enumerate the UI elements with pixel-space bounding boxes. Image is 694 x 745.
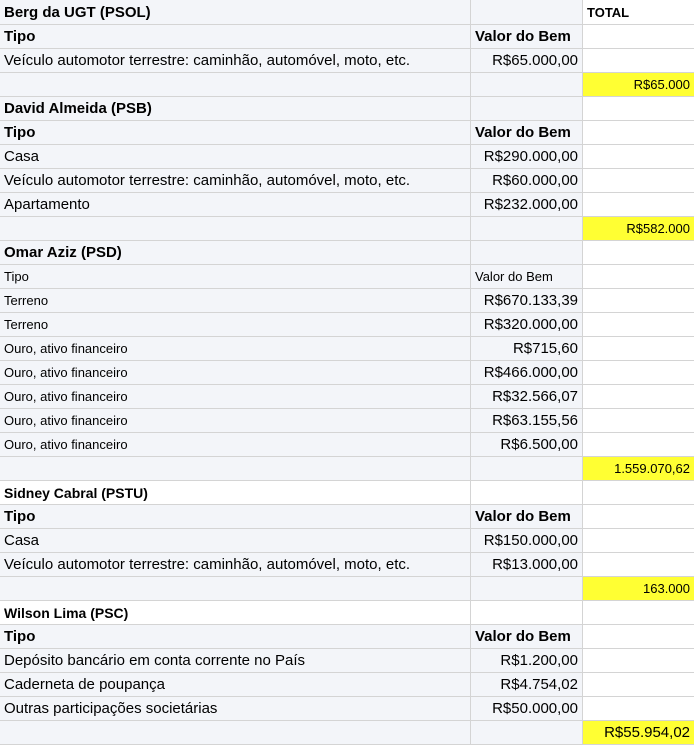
table-row <box>0 649 694 673</box>
empty-cell[interactable] <box>471 97 583 121</box>
empty-cell[interactable] <box>471 0 583 25</box>
empty-cell[interactable] <box>583 361 694 385</box>
empty-cell[interactable] <box>583 625 694 649</box>
empty-cell[interactable] <box>583 385 694 409</box>
valor-cell[interactable]: R$32.566,07 <box>471 385 583 409</box>
tipo-cell[interactable]: Veículo automotor terrestre: caminhão, automóvel, moto, etc. <box>0 49 471 73</box>
tipo-cell[interactable]: Veículo automotor terrestre: caminhão, automóvel, moto, etc. <box>0 169 471 193</box>
candidate-name-cell[interactable]: Wilson Lima (PSC) <box>0 601 471 625</box>
empty-cell[interactable] <box>583 409 694 433</box>
total-cell[interactable]: R$55.954,02 <box>583 721 694 745</box>
tipo-cell[interactable]: Veículo automotor terrestre: caminhão, automóvel, moto, etc. <box>0 553 471 577</box>
tipo-cell[interactable]: Terreno <box>0 313 471 337</box>
tipo-cell[interactable]: Ouro, ativo financeiro <box>0 361 471 385</box>
table-row <box>0 169 694 193</box>
valor-cell[interactable]: R$232.000,00 <box>471 193 583 217</box>
tipo-header-cell[interactable]: Tipo <box>0 121 471 145</box>
valor-cell[interactable]: R$466.000,00 <box>471 361 583 385</box>
candidate-name-cell[interactable]: Berg da UGT (PSOL) <box>0 0 471 25</box>
table-row <box>0 673 694 697</box>
empty-cell[interactable] <box>471 457 583 481</box>
valor-cell[interactable]: R$715,60 <box>471 337 583 361</box>
empty-cell[interactable] <box>583 553 694 577</box>
valor-header-cell[interactable]: Valor do Bem <box>471 505 583 529</box>
empty-cell[interactable] <box>583 673 694 697</box>
valor-cell[interactable]: R$320.000,00 <box>471 313 583 337</box>
valor-header-cell[interactable]: Valor do Bem <box>471 625 583 649</box>
candidate-name-cell[interactable]: Omar Aziz (PSD) <box>0 241 471 265</box>
table-row <box>0 313 694 337</box>
empty-cell[interactable] <box>471 73 583 97</box>
candidate-row <box>0 241 694 265</box>
empty-cell[interactable] <box>583 265 694 289</box>
valor-cell[interactable]: R$6.500,00 <box>471 433 583 457</box>
candidate-row <box>0 97 694 121</box>
total-row <box>0 457 694 481</box>
tipo-cell[interactable]: Ouro, ativo financeiro <box>0 385 471 409</box>
table-row <box>0 697 694 721</box>
empty-cell[interactable] <box>0 457 471 481</box>
valor-cell[interactable]: R$50.000,00 <box>471 697 583 721</box>
candidate-row <box>0 601 694 625</box>
empty-cell[interactable] <box>471 721 583 745</box>
empty-cell[interactable] <box>0 217 471 241</box>
empty-cell[interactable] <box>0 73 471 97</box>
candidate-name-cell[interactable]: David Almeida (PSB) <box>0 97 471 121</box>
empty-cell[interactable] <box>583 25 694 49</box>
table-row <box>0 145 694 169</box>
total-cell[interactable]: 163.000 <box>583 577 694 601</box>
table-row <box>0 385 694 409</box>
empty-cell[interactable] <box>471 217 583 241</box>
candidate-name-cell[interactable]: Sidney Cabral (PSTU) <box>0 481 471 505</box>
tipo-cell[interactable]: Outras participações societárias <box>0 697 471 721</box>
table-row <box>0 433 694 457</box>
tipo-header-cell[interactable]: Tipo <box>0 505 471 529</box>
empty-cell[interactable] <box>583 97 694 121</box>
valor-cell[interactable]: R$4.754,02 <box>471 673 583 697</box>
empty-cell[interactable] <box>583 169 694 193</box>
table-row <box>0 337 694 361</box>
table-row <box>0 553 694 577</box>
header-row <box>0 25 694 49</box>
empty-cell[interactable] <box>583 145 694 169</box>
header-row <box>0 625 694 649</box>
table-row <box>0 49 694 73</box>
table-row <box>0 529 694 553</box>
empty-cell[interactable] <box>471 601 583 625</box>
empty-cell[interactable] <box>583 481 694 505</box>
valor-cell[interactable]: R$13.000,00 <box>471 553 583 577</box>
empty-cell[interactable] <box>583 433 694 457</box>
total-header-cell[interactable]: TOTAL <box>583 0 694 25</box>
header-row <box>0 505 694 529</box>
valor-cell[interactable]: R$65.000,00 <box>471 49 583 73</box>
empty-cell[interactable] <box>583 313 694 337</box>
valor-cell[interactable]: R$63.155,56 <box>471 409 583 433</box>
table-row <box>0 409 694 433</box>
total-row <box>0 577 694 601</box>
total-row <box>0 721 694 745</box>
valor-header-cell[interactable]: Valor do Bem <box>471 25 583 49</box>
total-cell[interactable]: R$582.000 <box>583 217 694 241</box>
tipo-header-cell[interactable]: Tipo <box>0 625 471 649</box>
empty-cell[interactable] <box>583 193 694 217</box>
tipo-cell[interactable]: Ouro, ativo financeiro <box>0 433 471 457</box>
valor-cell[interactable]: R$670.133,39 <box>471 289 583 313</box>
empty-cell[interactable] <box>471 481 583 505</box>
empty-cell[interactable] <box>583 649 694 673</box>
empty-cell[interactable] <box>583 601 694 625</box>
empty-cell[interactable] <box>471 577 583 601</box>
header-row <box>0 265 694 289</box>
tipo-header-cell[interactable]: Tipo <box>0 265 471 289</box>
empty-cell[interactable] <box>583 529 694 553</box>
empty-cell[interactable] <box>583 121 694 145</box>
candidate-row <box>0 481 694 505</box>
total-row <box>0 217 694 241</box>
valor-cell[interactable]: R$60.000,00 <box>471 169 583 193</box>
candidate-row <box>0 0 694 25</box>
empty-cell[interactable] <box>583 337 694 361</box>
total-row <box>0 73 694 97</box>
empty-cell[interactable] <box>583 289 694 313</box>
tipo-cell[interactable]: Casa <box>0 529 471 553</box>
valor-cell[interactable]: R$150.000,00 <box>471 529 583 553</box>
empty-cell[interactable] <box>583 697 694 721</box>
empty-cell[interactable] <box>583 49 694 73</box>
table-row <box>0 361 694 385</box>
valor-cell[interactable]: R$290.000,00 <box>471 145 583 169</box>
empty-cell[interactable] <box>471 241 583 265</box>
tipo-cell[interactable]: Depósito bancário em conta corrente no País <box>0 649 471 673</box>
empty-cell[interactable] <box>583 241 694 265</box>
header-row <box>0 121 694 145</box>
empty-cell[interactable] <box>0 577 471 601</box>
tipo-cell[interactable]: Terreno <box>0 289 471 313</box>
empty-cell[interactable] <box>0 721 471 745</box>
total-cell[interactable]: 1.559.070,62 <box>583 457 694 481</box>
table-row <box>0 193 694 217</box>
tipo-cell[interactable]: Ouro, ativo financeiro <box>0 337 471 361</box>
valor-header-cell[interactable]: Valor do Bem <box>471 265 583 289</box>
tipo-cell[interactable]: Apartamento <box>0 193 471 217</box>
tipo-cell[interactable]: Casa <box>0 145 471 169</box>
total-cell[interactable]: R$65.000 <box>583 73 694 97</box>
valor-header-cell[interactable]: Valor do Bem <box>471 121 583 145</box>
valor-cell[interactable]: R$1.200,00 <box>471 649 583 673</box>
table-row <box>0 289 694 313</box>
empty-cell[interactable] <box>583 505 694 529</box>
tipo-cell[interactable]: Ouro, ativo financeiro <box>0 409 471 433</box>
tipo-cell[interactable]: Caderneta de poupança <box>0 673 471 697</box>
tipo-header-cell[interactable]: Tipo <box>0 25 471 49</box>
